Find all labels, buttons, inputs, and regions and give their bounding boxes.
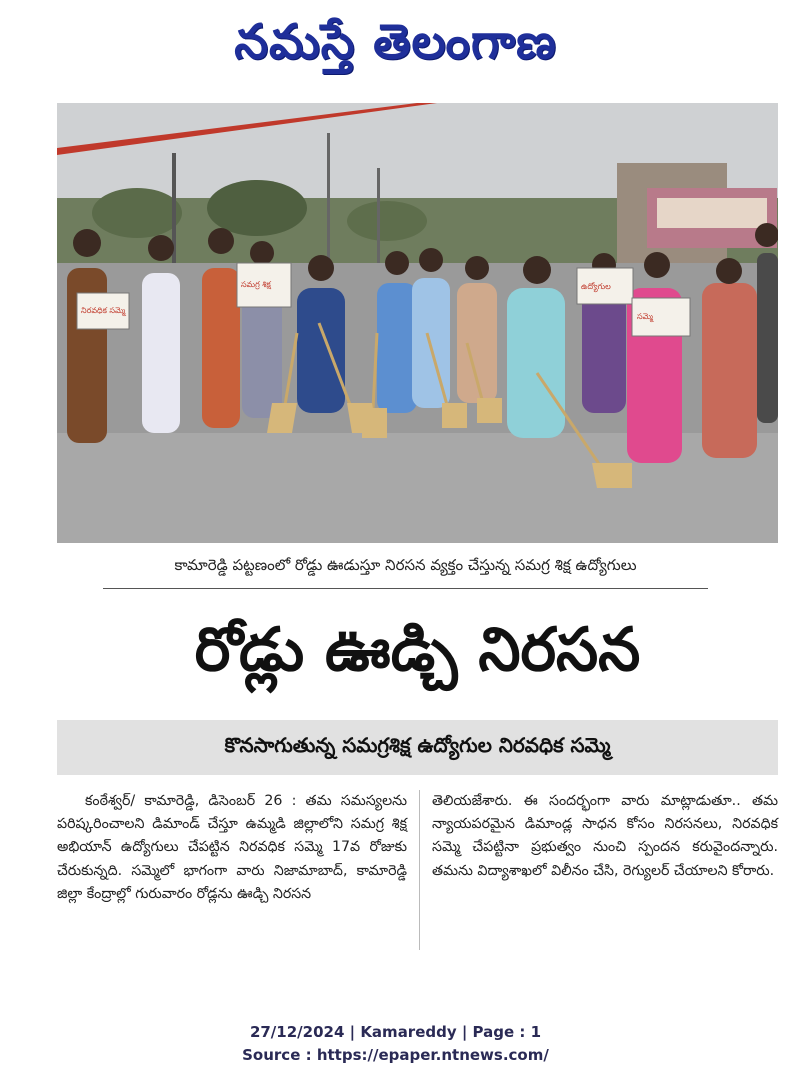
- column-divider: [419, 790, 420, 950]
- news-photo: [57, 103, 778, 543]
- article-column-left: [57, 790, 407, 906]
- placard-text: సమగ్ర శిక్ష: [241, 280, 271, 289]
- footer-date-line: 27/12/2024 | Kamareddy | Page : 1: [249, 1023, 542, 1041]
- photo-caption: కామారెడ్డి పట్టణంలో రోడ్డు ఊడుస్తూ నిరసన వ్యక్తం చేస్తున్న సమగ్ర శిక్ష ఉద్యోగులు: [174, 556, 637, 574]
- newspaper-title: నమస్తే తెలంగాణ: [234, 13, 557, 70]
- article-paragraph: కంఠేశ్వర్/ కామారెడ్డి, డిసెంబర్ 26 : తమ సమస్యలను పరిష్కరించాలని డిమాండ్ చేస్తూ ఉమ్మడి జిల్లాలోని సమగ్ర శిక్ష అభియాన్ ఉద్యోగులు చేపట్టిన నిరవధిక సమ్మె 17వ రోజుకు చేరుకున్నది. సమ్మెలో భాగంగా వారు నిజామాబాద్, కామారెడ్డి జిల్లా కేంద్రాల్లో గురువారం రోడ్లను ఊడ్చి నిరసన: [57, 793, 407, 902]
- placard-text: నిరవధిక సమ్మె: [81, 306, 126, 315]
- placard-text: ఉద్యోగుల: [581, 282, 611, 291]
- article-paragraph: తెలియజేశారు. ఈ సందర్భంగా వారు మాట్లాడుతూ.. తమ న్యాయపరమైన డిమాండ్ల సాధన కోసం నిరసనలు, నిరవధిక సమ్మె చేపట్టినా ప్రభుత్వం నుంచి స్పందన కరువైందన్నారు. తమను విద్యాశాఖలో విలీనం చేసి, రెగ్యులర్ చేయాలని కోరారు.: [432, 793, 778, 879]
- masthead: [0, 0, 791, 95]
- headline: రోడ్లు ఊడ్చి నిరసన: [194, 615, 641, 685]
- caption-divider: [103, 588, 708, 589]
- article-column-right: [432, 790, 778, 883]
- subheadline-band: [57, 720, 778, 775]
- subheadline: కొనసాగుతున్న సమగ్రశిక్ష ఉద్యోగుల నిరవధిక సమ్మె: [224, 733, 611, 757]
- placard-text: సమ్మె: [637, 312, 653, 321]
- footer-source-line: Source : https://epaper.ntnews.com/: [242, 1046, 549, 1064]
